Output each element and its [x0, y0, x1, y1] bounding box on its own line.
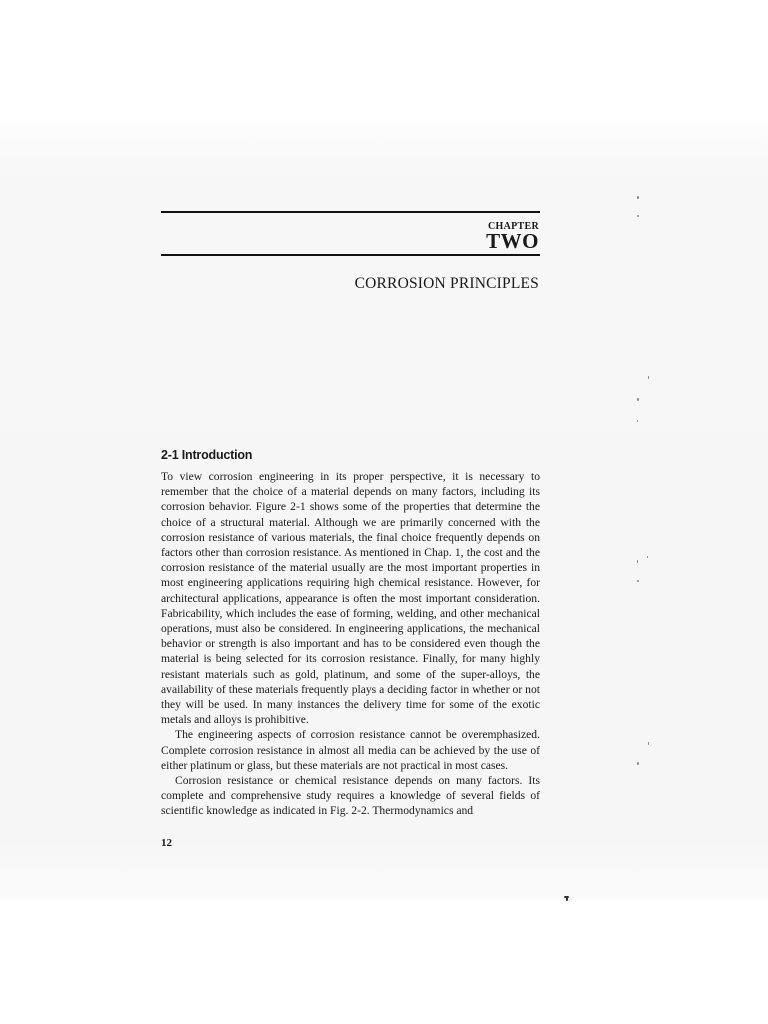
chapter-label: CHAPTER — [488, 221, 539, 232]
paragraph: To view corrosion engineering in its proper perspective, it is necessary to remember that the choice of a material depends on many factors, including its corrosion behavior. Figure 2-1 shows some of the properties that determine the choice of a structural material. Although we are primarily concerned with the corrosion resistance of various materials, the final choice frequently depends on factors other than corrosion resistance. As mentioned in Chap. 1, the cost and the corrosion resistance of the material usually are the most important properties in most engineering applications requiring high chemical resistance. However, for architectural applications, appearance is often the most important consideration. Fabricability, which includes the ease of forming, welding, and other mechanical operations, must also be considered. In engineering applications, the mechanical behavior or strength is also important and has to be considered even though the material is being selected for its corrosion resistance. Finally, for many highly resistant materials such as gold, platinum, and some of the super-alloys, the availability of these materials frequently plays a deciding factor in whether or not they will be used. In many instances the delivery time for some of the exotic metals and alloys is prohibitive. — [161, 470, 540, 727]
scan-speck — [647, 556, 648, 558]
scan-speck — [648, 376, 649, 379]
bottom-rule — [161, 254, 540, 256]
section-heading: 2-1 Introduction — [161, 448, 253, 462]
paragraph: The engineering aspects of corrosion resistance cannot be overemphasized. Complete corrosion resistance in almost all media can be achieved by the use of either platinum or glass, but these materials are not practical in most cases. — [161, 728, 540, 772]
chapter-title: CORROSION PRINCIPLES — [354, 275, 539, 292]
chapter-number: TWO — [486, 229, 539, 253]
scan-speck — [637, 398, 639, 401]
scan-speck — [637, 196, 639, 199]
scan-speck — [637, 560, 638, 563]
page-number: 12 — [161, 837, 172, 849]
top-rule — [161, 211, 540, 213]
scan-speck — [566, 897, 568, 901]
scan-speck — [637, 215, 639, 217]
body-text — [161, 469, 540, 819]
scan-speck — [637, 762, 639, 765]
scan-speck — [648, 742, 649, 745]
scan-speck — [637, 420, 638, 422]
paragraph: Corrosion resistance or chemical resistance depends on many factors. Its complete and comprehensive study requires a knowledge of several fields of scientific knowledge as indicated in Fig. 2-2. Thermodynamics and — [161, 774, 540, 818]
scan-speck — [637, 580, 639, 582]
